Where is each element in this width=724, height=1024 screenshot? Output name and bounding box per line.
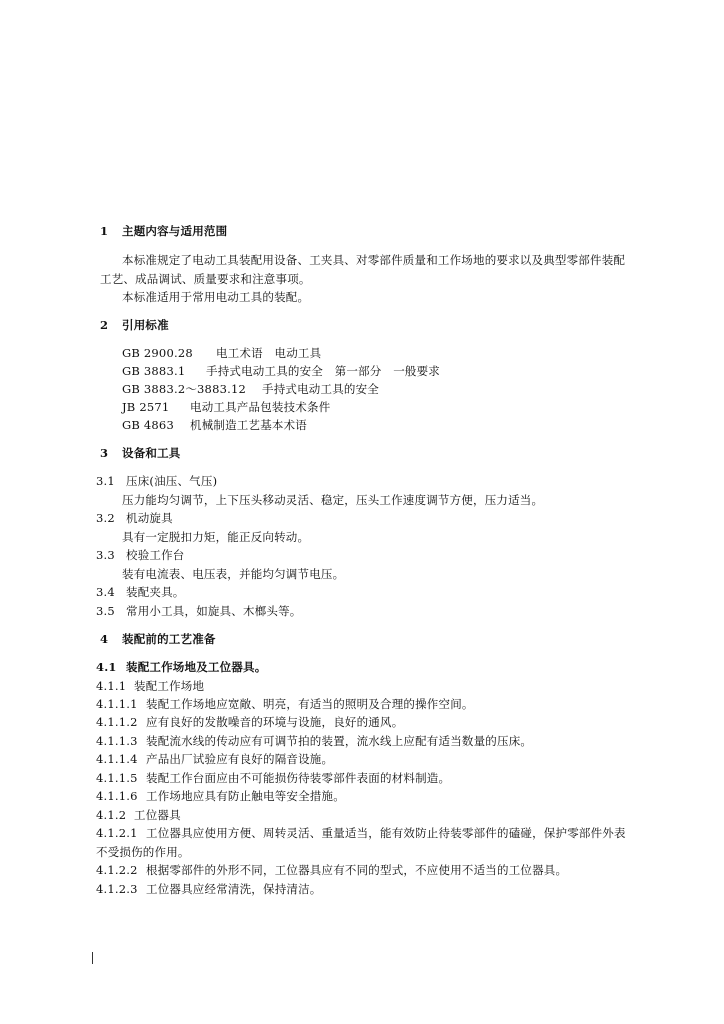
subsection-title: 工位器具 <box>134 808 181 822</box>
subsection-title: 常用小工具，如旋具、木榔头等。 <box>126 604 302 618</box>
subsection-4-1-1-heading <box>96 679 204 693</box>
section-number: 3 <box>100 446 109 460</box>
section-title: 装配前的工艺准备 <box>122 632 216 646</box>
section-2-heading <box>100 318 169 332</box>
clause-text: 装配流水线的传动应有可调节拍的装置，流水线上应配有适当数量的压床。 <box>146 734 533 748</box>
clause-number: 4.1.1.6 <box>96 789 138 803</box>
subsection-3-3-heading <box>96 548 185 562</box>
section-4-heading <box>100 632 216 646</box>
margin-mark <box>92 952 93 964</box>
subsection-3-1-heading <box>96 474 217 488</box>
clause-number: 4.1.1.5 <box>96 771 138 785</box>
section-3-heading <box>100 446 181 460</box>
subsection-number: 4.1 <box>96 660 117 674</box>
clause-item <box>96 826 626 840</box>
clause-number: 4.1.2.1 <box>96 826 138 840</box>
section-title: 引用标准 <box>122 318 169 332</box>
clause-number: 4.1.1.3 <box>96 734 138 748</box>
reference-code: GB 3883.2～3883.12 <box>122 382 246 396</box>
reference-code: GB 3883.1 <box>122 364 186 378</box>
clause-item <box>96 882 322 896</box>
subsection-title: 装配工作场地 <box>134 679 205 693</box>
clause-text: 工位器具应经常清洗，保持清洁。 <box>146 882 322 896</box>
subsection-title: 压床(油压、气压) <box>126 474 218 488</box>
subsection-4-1-2-heading <box>96 808 181 822</box>
reference-item <box>122 382 379 396</box>
section-title: 设备和工具 <box>122 446 181 460</box>
clause-item <box>96 771 450 785</box>
reference-title: 电工术语 电动工具 <box>216 346 322 360</box>
section-1-heading <box>100 224 227 238</box>
subsection-number: 3.1 <box>96 474 115 488</box>
clause-item <box>96 752 333 766</box>
clause-text: 装配工作场地应宽敞、明亮，有适当的照明及合理的操作空间。 <box>146 697 474 711</box>
clause-item <box>96 789 345 803</box>
clause-text: 根据零部件的外形不同，工位器具应有不同的型式，不应使用不适当的工位器具。 <box>146 863 568 877</box>
subsection-title: 装配夹具。 <box>126 585 185 599</box>
section-1-paragraph-1-line-2: 工艺、成品调试、质量要求和注意事项。 <box>100 272 311 286</box>
reference-code: GB 4863 <box>122 418 174 432</box>
reference-item <box>122 364 440 378</box>
clause-text: 应有良好的发散噪音的环境与设施，良好的通风。 <box>146 715 404 729</box>
subsection-3-2-body: 具有一定脱扣力矩，能正反向转动。 <box>122 530 310 544</box>
section-1-paragraph-2: 本标准适用于常用电动工具的装配。 <box>122 290 310 304</box>
subsection-number: 3.2 <box>96 511 115 525</box>
subsection-3-3-body: 装有电流表、电压表，并能均匀调节电压。 <box>122 567 345 581</box>
clause-number: 4.1.1.2 <box>96 715 138 729</box>
reference-title: 手持式电动工具的安全 <box>262 382 379 396</box>
subsection-title: 校验工作台 <box>126 548 185 562</box>
section-number: 1 <box>100 224 109 238</box>
clause-text: 工位器具应使用方便、周转灵活、重量适当，能有效防止待装零部件的磕碰，保护零部件外表 <box>146 826 626 840</box>
clause-item <box>96 734 532 748</box>
clause-item <box>96 697 474 711</box>
clause-item <box>96 715 403 729</box>
reference-title: 手持式电动工具的安全 第一部分 一般要求 <box>206 364 440 378</box>
clause-item <box>96 863 567 877</box>
subsection-title: 机动旋具 <box>126 511 173 525</box>
subsection-number: 4.1.2 <box>96 808 127 822</box>
section-1-paragraph-1-line-1: 本标准规定了电动工具装配用设备、工夹具、对零部件质量和工作场地的要求以及典型零部件装配 <box>122 253 626 267</box>
reference-item <box>122 346 321 360</box>
reference-item <box>122 418 307 432</box>
subsection-3-4-heading <box>96 585 185 599</box>
reference-item <box>122 400 330 414</box>
section-title: 主题内容与适用范围 <box>122 224 228 238</box>
clause-number: 4.1.2.2 <box>96 863 138 877</box>
reference-title: 机械制造工艺基本术语 <box>190 418 307 432</box>
subsection-4-1-heading <box>96 660 266 674</box>
clause-text: 产品出厂试验应有良好的隔音设施。 <box>146 752 334 766</box>
clause-number: 4.1.1.4 <box>96 752 138 766</box>
reference-code: GB 2900.28 <box>122 346 193 360</box>
section-number: 4 <box>100 632 109 646</box>
subsection-3-1-body: 压力能均匀调节，上下压头移动灵活、稳定，压头工作速度调节方便，压力适当。 <box>122 493 544 507</box>
clause-number: 4.1.1.1 <box>96 697 138 711</box>
clause-text: 工作场地应具有防止触电等安全措施。 <box>146 789 345 803</box>
clause-continuation: 不受损伤的作用。 <box>96 845 190 859</box>
section-number: 2 <box>100 318 109 332</box>
subsection-3-2-heading <box>96 511 173 525</box>
clause-text: 装配工作台面应由不可能损伤待装零部件表面的材料制造。 <box>146 771 451 785</box>
subsection-number: 3.3 <box>96 548 115 562</box>
reference-title: 电动工具产品包装技术条件 <box>190 400 331 414</box>
subsection-3-5-heading <box>96 604 302 618</box>
clause-number: 4.1.2.3 <box>96 882 138 896</box>
subsection-title: 装配工作场地及工位器具。 <box>126 660 267 674</box>
subsection-number: 4.1.1 <box>96 679 127 693</box>
subsection-number: 3.5 <box>96 604 115 618</box>
subsection-number: 3.4 <box>96 585 115 599</box>
reference-code: JB 2571 <box>122 400 170 414</box>
